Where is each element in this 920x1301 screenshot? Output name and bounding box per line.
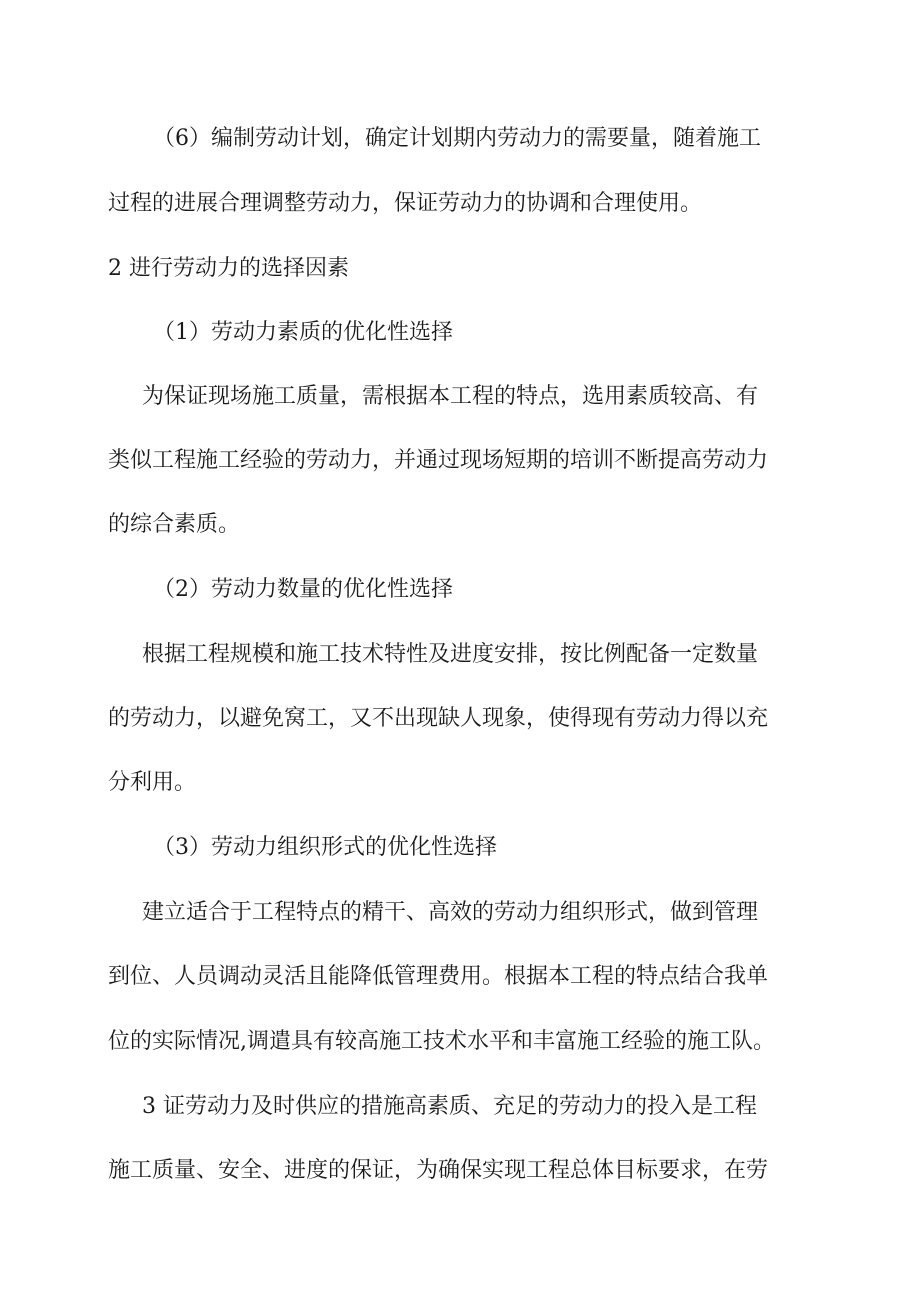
subsection-1-title: （1）劳动力素质的优化性选择 <box>153 320 453 345</box>
subsection-1-line-3: 的综合素质。 <box>108 512 241 537</box>
subsection-1-line-2: 类似工程施工经验的劳动力，并通过现场短期的培训不断提高劳动力 <box>108 448 769 473</box>
subsection-3-title: （3）劳动力组织形式的优化性选择 <box>153 835 497 860</box>
subsection-3-line-3: 位的实际情况,调遣具有较高施工技术水平和丰富施工经验的施工队。 <box>108 1029 775 1054</box>
para-6-line-2: 过程的进展合理调整劳动力，保证劳动力的协调和合理使用。 <box>108 191 703 216</box>
subsection-3-line-1: 建立适合于工程特点的精干、高效的劳动力组织形式，做到管理 <box>142 900 759 925</box>
subsection-2-line-1: 根据工程规模和施工技术特性及进度安排，按比例配备一定数量 <box>142 642 759 667</box>
subsection-2-line-2: 的劳动力，以避免窝工，又不出现缺人现象，使得现有劳动力得以充 <box>108 706 769 731</box>
subsection-1-line-1: 为保证现场施工质量，需根据本工程的特点，选用素质较高、有 <box>142 384 759 409</box>
section-3-line-1: 3 证劳动力及时供应的措施高素质、充足的劳动力的投入是工程 <box>142 1094 757 1119</box>
subsection-3-line-2: 到位、人员调动灵活且能降低管理费用。根据本工程的特点结合我单 <box>108 964 769 989</box>
section-2-heading: 2 进行劳动力的选择因素 <box>108 256 349 281</box>
subsection-2-title: （2）劳动力数量的优化性选择 <box>153 577 453 602</box>
para-6-line-1: （6）编制劳动计划，确定计划期内劳动力的需要量，随着施工 <box>153 126 761 151</box>
section-3-line-2: 施工质量、安全、进度的保证，为确保实现工程总体目标要求，在劳 <box>108 1158 769 1183</box>
subsection-2-line-3: 分利用。 <box>108 770 197 795</box>
